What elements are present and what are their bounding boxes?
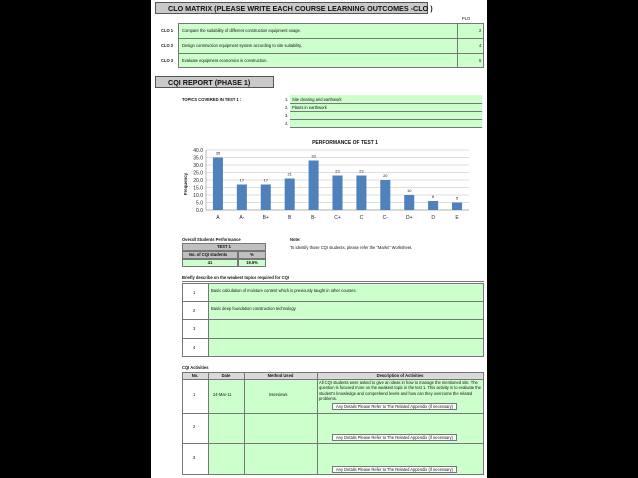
topic-number: 2. xyxy=(285,105,289,110)
activities-header-description: Description of Activities xyxy=(376,373,424,378)
topic-number: 1. xyxy=(285,97,289,102)
note-label: Note: xyxy=(290,237,301,242)
chart-bar xyxy=(404,195,414,210)
activities-column-divider xyxy=(317,372,318,475)
weakest-topics-heading: Briefly describe on the weakest topics required for CQI xyxy=(182,275,289,280)
cqi-report-title: CQI REPORT (PHASE 1) xyxy=(155,76,274,88)
clo-row-divider xyxy=(178,38,484,39)
chart-x-tick-label: C+ xyxy=(334,215,341,221)
chart-bar xyxy=(452,203,462,211)
weakest-row-divider xyxy=(182,319,484,320)
weakest-input-area xyxy=(208,284,483,356)
chart-y-tick-label: 5.0 xyxy=(196,200,203,207)
activities-row-divider xyxy=(182,413,484,414)
appendix-reference-box[interactable]: Any Details Please Refer to The Related Appendix (if necessary) xyxy=(332,466,457,473)
chart-x-tick-label: B+ xyxy=(262,215,269,221)
note-text: To identify those CQI students, please refer the "Marks" Worksheet. xyxy=(290,245,413,250)
chart-bar xyxy=(213,158,223,211)
performance-chart xyxy=(177,134,487,229)
chart-data-label: 5 xyxy=(455,195,459,201)
chart-bar xyxy=(261,185,271,211)
activity-row-method[interactable]: Interviews xyxy=(269,392,288,397)
weakest-row-divider xyxy=(182,338,484,339)
chart-title: PERFORMANCE OF TEST 1 xyxy=(312,140,378,146)
topic-text[interactable]: Site clearing and earthwork xyxy=(292,97,342,102)
topics-label: TOPICS COVERED IN TEST 1 : xyxy=(182,97,242,102)
chart-y-tick-label: 0.0 xyxy=(196,207,203,214)
worksheet xyxy=(151,0,487,478)
clo-matrix-title: CLO MATRIX (PLEASE WRITE EACH COURSE LEARNING OUTCOMES -CLO ) xyxy=(155,2,428,14)
chart-data-label: 20 xyxy=(383,173,388,178)
overall-test-label: TEST 1 xyxy=(182,243,266,251)
chart-x-tick-label: B- xyxy=(311,215,317,221)
chart-x-tick-label: C xyxy=(359,215,364,221)
activities-column-divider xyxy=(208,372,209,475)
chart-data-label: 33 xyxy=(311,153,316,159)
weakest-row-number: 1 xyxy=(193,290,196,295)
chart-y-tick-label: 10.0 xyxy=(193,192,203,199)
plo-header: PLO xyxy=(462,16,471,21)
activity-row-number: 3 xyxy=(193,455,196,460)
chart-bar xyxy=(356,176,366,211)
weakest-row-text[interactable]: Basic calculation of moisture content which is previously taught in other courses. xyxy=(211,288,357,293)
chart-data-label: 23 xyxy=(359,168,364,174)
topic-number: 3. xyxy=(285,113,289,118)
weakest-row-number: 4 xyxy=(193,345,196,350)
weakest-heading-underline xyxy=(182,281,484,282)
chart-data-label: 23 xyxy=(335,168,340,174)
chart-y-tick-label: 30.0 xyxy=(193,162,203,169)
activities-header-date: Date xyxy=(221,373,231,378)
topic-underline xyxy=(290,127,482,128)
chart-data-label: 35 xyxy=(215,150,221,156)
overall-col-percent: % xyxy=(238,251,266,259)
activity-row-date[interactable]: 24-Mar-11 xyxy=(213,392,232,397)
chart-bar xyxy=(332,176,342,211)
chart-data-label: 17 xyxy=(239,177,245,183)
clo-row-plo[interactable]: 6 xyxy=(479,58,482,63)
weakest-row-text[interactable]: Basic deep foundation construction technology. xyxy=(211,306,297,311)
clo-row-divider xyxy=(178,53,484,54)
chart-x-tick-label: E xyxy=(455,215,459,221)
chart-x-tick-label: D xyxy=(431,215,435,221)
chart-y-tick-label: 40.0 xyxy=(193,147,203,154)
clo-row-plo[interactable]: 4 xyxy=(479,43,482,48)
chart-data-label: 17 xyxy=(263,177,268,183)
chart-x-tick-label: A- xyxy=(239,215,245,221)
chart-y-tick-label: 35.0 xyxy=(193,155,203,162)
chart-data-label: 6 xyxy=(432,194,435,199)
chart-data-label: 10 xyxy=(407,188,412,193)
activities-header-no: No. xyxy=(191,373,199,378)
clo-row-label: CLO 2 xyxy=(161,43,174,48)
weakest-row-number: 2 xyxy=(193,308,196,313)
chart-y-tick-label: 25.0 xyxy=(193,170,203,177)
chart-bar xyxy=(309,161,319,211)
appendix-reference-box[interactable]: Any Details Please Refer to The Related Appendix (if necessary) xyxy=(332,434,457,441)
overall-student-count[interactable]: 41 xyxy=(182,259,238,267)
activities-heading: CQI Activities xyxy=(182,365,209,370)
chart-data-label: 21 xyxy=(287,171,292,177)
clo-row-description[interactable]: Evaluate equipment economics in construction. xyxy=(182,58,268,63)
clo-row-description[interactable]: Design construction equipment system according to site suitability. xyxy=(182,43,303,48)
chart-bar xyxy=(380,180,390,210)
activities-header-method: Method Used xyxy=(267,373,294,378)
clo-plo-column-divider xyxy=(457,23,458,68)
clo-row-plo[interactable]: 2 xyxy=(479,28,482,33)
weakest-row-divider xyxy=(182,301,484,302)
chart-x-tick-label: D+ xyxy=(405,215,413,221)
activity-row-number: 1 xyxy=(193,392,196,397)
activities-row-divider xyxy=(182,443,484,444)
chart-bar xyxy=(285,179,295,211)
overall-col-students: No. of CQI students xyxy=(182,251,238,259)
chart-y-axis-label: Frequency xyxy=(183,172,188,196)
activities-column-divider xyxy=(244,372,245,475)
weakest-row-number: 3 xyxy=(193,326,196,331)
chart-bar xyxy=(428,201,438,210)
appendix-reference-box[interactable]: Any Details Please Refer to The Related Appendix (if necessary) xyxy=(332,403,457,410)
chart-x-tick-label: C- xyxy=(382,215,388,221)
chart-x-tick-label: B xyxy=(288,215,292,221)
topic-underline xyxy=(290,111,482,112)
clo-row-label: CLO 1 xyxy=(161,28,174,33)
topic-number: 4. xyxy=(285,121,289,126)
chart-bar xyxy=(237,185,247,211)
activity-row-description[interactable]: All CQI students were asked to give an ideas in how to manage the mentioned site. The question is focused more on the weakest topic in the test 1. This activity is to evaluate the student's knowledge and comprehend levels and how can they overcome the related problems. xyxy=(319,380,481,401)
activity-row-description[interactable] xyxy=(319,416,483,432)
chart-x-tick-label: A xyxy=(216,215,220,221)
chart-y-tick-label: 20.0 xyxy=(193,177,203,184)
topic-underline xyxy=(290,103,482,104)
chart-y-tick-label: 15.0 xyxy=(193,185,203,192)
overall-performance-heading: Overall Students Performance xyxy=(182,237,241,242)
topic-text[interactable]: Plants in earthwork xyxy=(292,105,327,110)
overall-percent[interactable]: 19.5% xyxy=(238,259,266,267)
clo-row-label: CLO 3 xyxy=(161,58,174,63)
activity-row-description[interactable] xyxy=(319,446,483,464)
weakest-column-divider xyxy=(208,283,209,357)
activity-row-number: 2 xyxy=(193,424,196,429)
topic-underline xyxy=(290,119,482,120)
clo-row-description[interactable]: Compare the suitability of different construction equipment usage. xyxy=(182,28,301,33)
